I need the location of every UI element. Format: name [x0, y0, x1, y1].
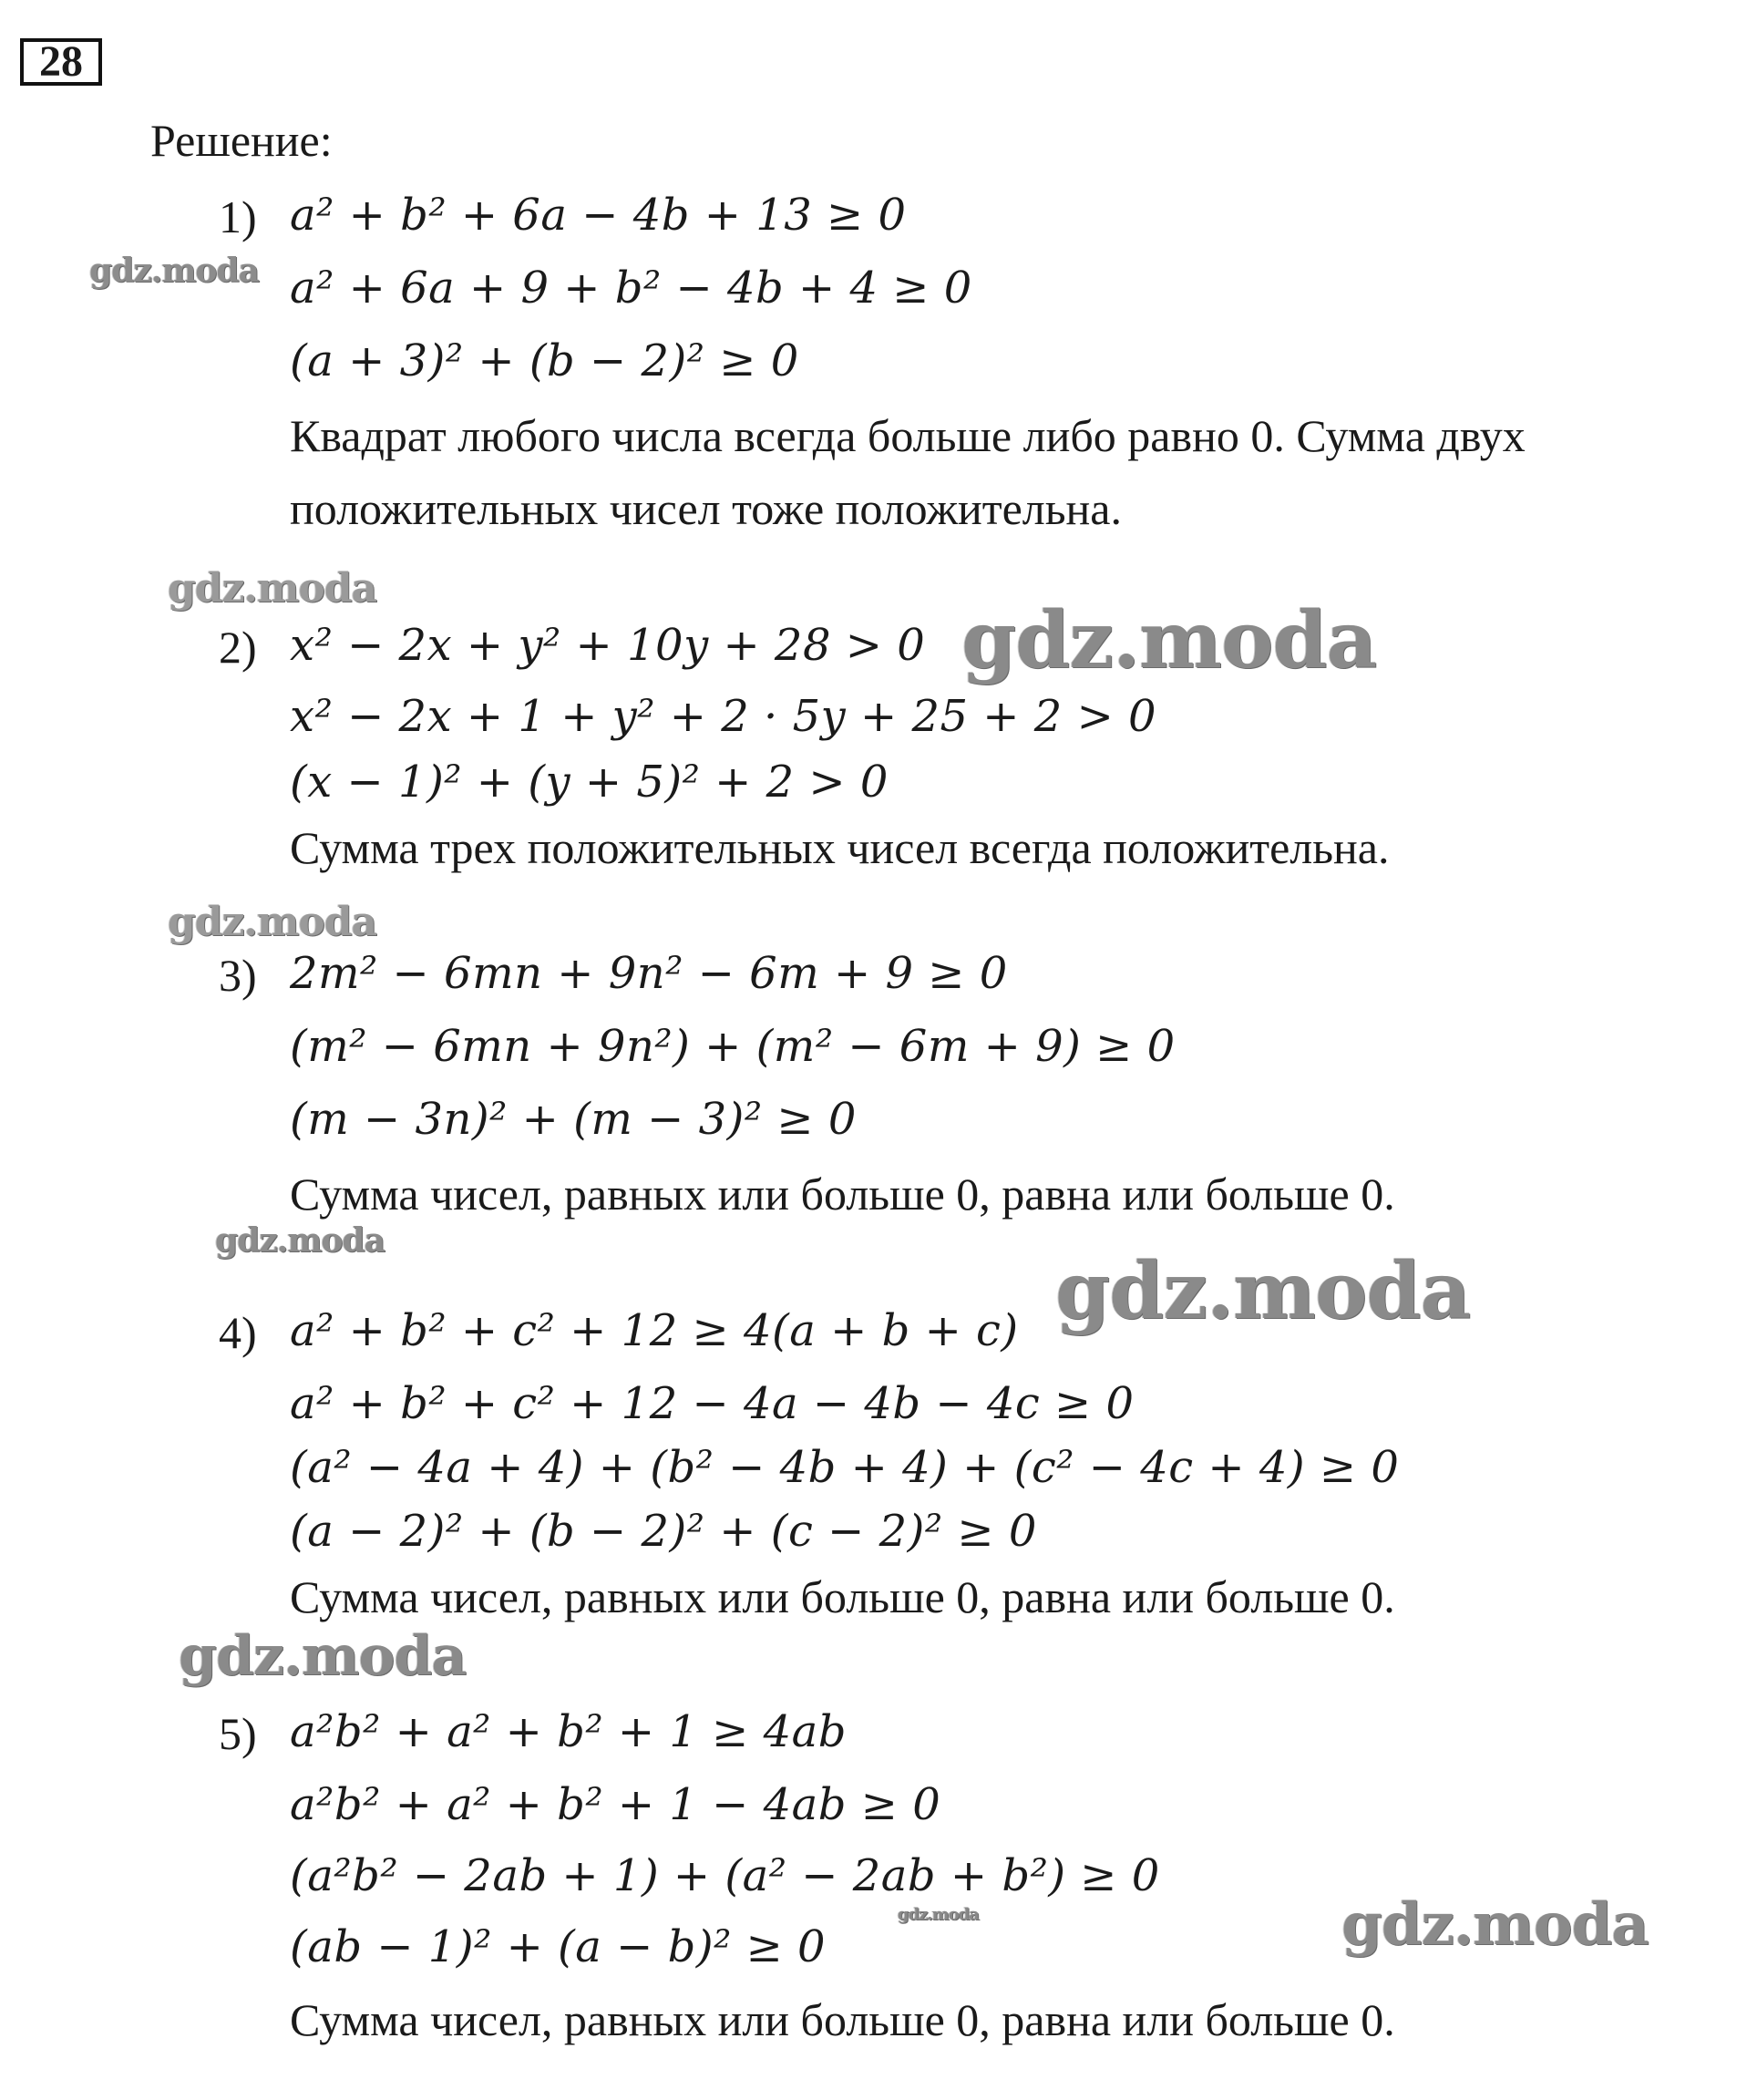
problem-1-label: 1) — [219, 191, 257, 242]
task-number-box: 28 — [20, 38, 102, 86]
problem-1-text-1: Квадрат любого числа всегда больше либо равно 0. Сумма двух — [290, 410, 1526, 461]
watermark-6: gdz.moda — [1055, 1245, 1471, 1337]
solution-heading: Решение: — [150, 115, 333, 166]
watermark-4: gdz.moda — [168, 899, 377, 945]
problem-5-line-2: a²b² + a² + b² + 1 − 4ab ≥ 0 — [290, 1779, 941, 1830]
problem-4-line-4: (a − 2)² + (b − 2)² + (c − 2)² ≥ 0 — [290, 1506, 1037, 1557]
watermark-9: gdz.moda — [898, 1905, 979, 1924]
watermark-5: gdz.moda — [215, 1221, 385, 1260]
problem-1-line-1: a² + b² + 6a − 4b + 13 ≥ 0 — [290, 190, 907, 241]
problem-3-line-3: (m − 3n)² + (m − 3)² ≥ 0 — [290, 1094, 857, 1145]
problem-2-text-1: Сумма трех положительных чисел всегда положительна. — [290, 822, 1390, 873]
problem-5-label: 5) — [219, 1708, 257, 1759]
watermark-8: gdz.moda — [1341, 1890, 1649, 1959]
problem-3-line-2: (m² − 6mn + 9n²) + (m² − 6m + 9) ≥ 0 — [290, 1021, 1176, 1072]
watermark-1: gdz.moda — [89, 252, 259, 290]
problem-2-line-2: x² − 2x + 1 + y² + 2 · 5y + 25 + 2 > 0 — [290, 691, 1157, 742]
problem-3-line-1: 2m² − 6mn + 9n² − 6m + 9 ≥ 0 — [290, 948, 1008, 999]
problem-4-line-3: (a² − 4a + 4) + (b² − 4b + 4) + (c² − 4c + 4) ≥ 0 — [290, 1442, 1400, 1493]
problem-3-text-1: Сумма чисел, равных или больше 0, равна или больше 0. — [290, 1168, 1395, 1220]
problem-1-line-3: (a + 3)² + (b − 2)² ≥ 0 — [290, 335, 799, 386]
problem-5-text-1: Сумма чисел, равных или больше 0, равна или больше 0. — [290, 1994, 1395, 2045]
problem-2-line-1: x² − 2x + y² + 10y + 28 > 0 — [290, 620, 926, 671]
problem-4-line-2: a² + b² + c² + 12 − 4a − 4b − 4c ≥ 0 — [290, 1378, 1135, 1429]
problem-4-text-1: Сумма чисел, равных или больше 0, равна или больше 0. — [290, 1571, 1395, 1622]
problem-5-line-3: (a²b² − 2ab + 1) + (a² − 2ab + b²) ≥ 0 — [290, 1850, 1160, 1901]
problem-5-line-1: a²b² + a² + b² + 1 ≥ 4ab — [290, 1706, 848, 1757]
watermark-7: gdz.moda — [179, 1624, 467, 1688]
problem-4-line-1: a² + b² + c² + 12 ≥ 4(a + b + c) — [290, 1305, 1019, 1356]
problem-3-label: 3) — [219, 950, 257, 1001]
problem-1-line-2: a² + 6a + 9 + b² − 4b + 4 ≥ 0 — [290, 262, 972, 314]
problem-5-line-4: (ab − 1)² + (a − b)² ≥ 0 — [290, 1921, 827, 1972]
problem-1-text-2: положительных чисел тоже положительна. — [290, 483, 1122, 534]
problem-2-label: 2) — [219, 622, 257, 673]
problem-2-line-3: (x − 1)² + (y + 5)² + 2 > 0 — [290, 757, 889, 808]
problem-4-label: 4) — [219, 1307, 257, 1358]
watermark-2: gdz.moda — [168, 565, 377, 612]
watermark-3: gdz.moda — [961, 594, 1377, 686]
